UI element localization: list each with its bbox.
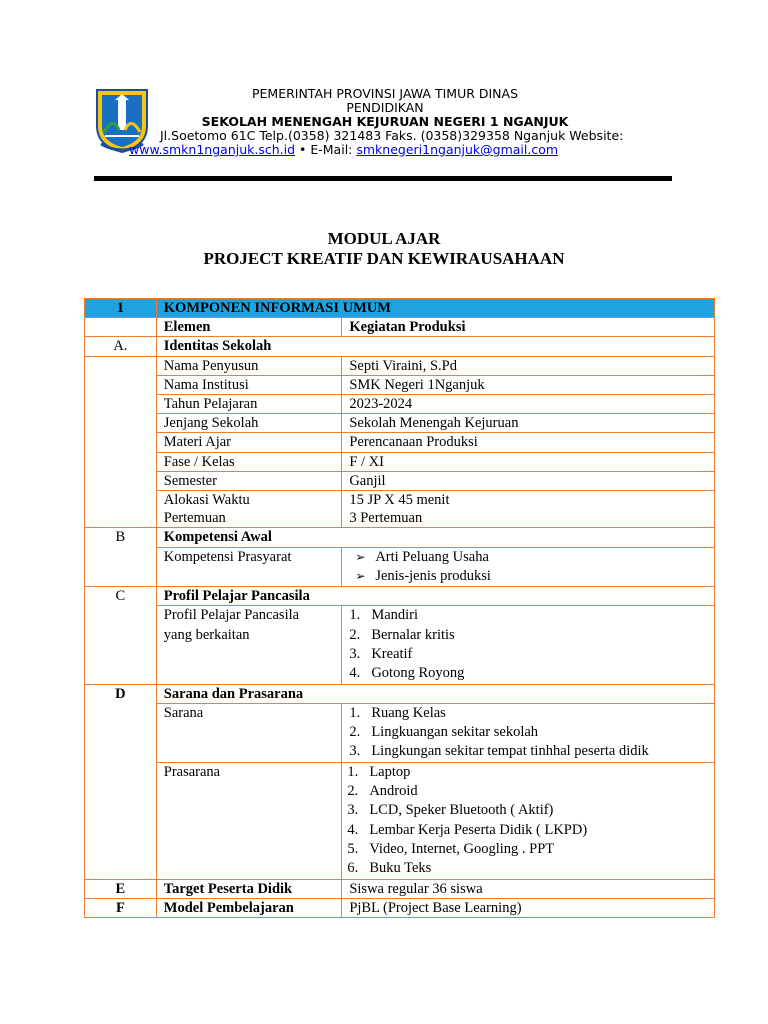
row-key: Pertemuan <box>156 509 342 528</box>
row-value-list <box>342 606 715 684</box>
section-b-row <box>85 528 715 547</box>
column-elemen: Elemen <box>156 318 342 337</box>
row-key: Kompetensi Prasyarat <box>156 547 342 587</box>
table-row <box>85 356 715 375</box>
row-value: 3 Pertemuan <box>342 509 715 528</box>
list-item: 1. Mandiri <box>349 607 419 624</box>
row-key: Nama Penyusun <box>156 356 342 375</box>
list-item: 4. Lembar Kerja Peserta Didik ( LKPD) <box>347 821 588 838</box>
table-row <box>85 471 715 490</box>
section-d-row <box>85 684 715 703</box>
list-item: ➢ Jenis-jenis produksi <box>349 567 707 586</box>
document-title: MODUL AJAR <box>327 229 441 248</box>
row-value: F / XI <box>342 452 715 471</box>
row-value: SMK Negeri 1Nganjuk <box>342 375 715 394</box>
section-title: Kompetensi Awal <box>156 528 714 547</box>
header-label: KOMPONEN INFORMASI UMUM <box>156 299 714 318</box>
header-contact-line <box>129 142 558 157</box>
section-f-row <box>85 898 715 917</box>
table-row <box>85 703 715 762</box>
header-divider <box>94 176 672 181</box>
list-item: 1. Laptop <box>347 763 411 780</box>
row-key: Jenjang Sekolah <box>156 414 342 433</box>
row-value: 2023-2024 <box>342 395 715 414</box>
table-row <box>85 547 715 587</box>
section-code: E <box>85 879 157 898</box>
list-item: 3. Lingkungan sekitar tempat tinhhal peserta didik <box>349 743 649 760</box>
section-code: D <box>85 684 157 879</box>
row-key: Tahun Pelajaran <box>156 395 342 414</box>
section-c-row <box>85 587 715 606</box>
row-key: Nama Institusi <box>156 375 342 394</box>
row-key: Sarana <box>156 703 342 762</box>
arrow-bullet-icon: ➢ <box>355 549 366 564</box>
row-value-list <box>342 703 715 762</box>
row-key: Profil Pelajar Pancasila yang berkaitan <box>156 606 342 684</box>
email-link[interactable]: smknegeri1nganjuk@gmail.com <box>356 142 559 157</box>
row-value-list <box>342 547 715 587</box>
info-table <box>84 298 715 918</box>
list-item: 2. Bernalar kritis <box>349 626 455 643</box>
header-department-line: PENDIDIKAN <box>346 100 424 115</box>
website-link[interactable]: www.smkn1nganjuk.sch.id <box>129 142 296 157</box>
column-header-row <box>85 318 715 337</box>
row-value: Perencanaan Produksi <box>342 433 715 452</box>
row-value: PjBL (Project Base Learning) <box>342 898 715 917</box>
row-key: Fase / Kelas <box>156 452 342 471</box>
section-a-row <box>85 337 715 356</box>
row-value: 15 JP X 45 menit <box>342 491 715 510</box>
section-code: F <box>85 898 157 917</box>
table-row <box>85 509 715 528</box>
list-item: 3. Kreatif <box>349 646 413 663</box>
row-key: Alokasi Waktu <box>156 491 342 510</box>
section-code: B <box>85 528 157 587</box>
section-code: A. <box>85 337 157 356</box>
row-key: Semester <box>156 471 342 490</box>
section-title: Profil Pelajar Pancasila <box>156 587 714 606</box>
row-key: Prasarana <box>156 762 342 879</box>
table-row <box>85 491 715 510</box>
list-item: 4. Gotong Royong <box>349 665 465 682</box>
table-row <box>85 395 715 414</box>
document-subtitle: PROJECT KREATIF DAN KEWIRAUSAHAAN <box>203 249 565 268</box>
row-value: Ganjil <box>342 471 715 490</box>
header-number: 1 <box>85 299 157 318</box>
section-e-row <box>85 879 715 898</box>
header-school-name: SEKOLAH MENENGAH KEJURUAN NEGERI 1 NGANJUK <box>201 114 569 129</box>
list-item: 6. Buku Teks <box>347 860 432 877</box>
letterhead <box>0 0 768 190</box>
list-item: 3. LCD, Speker Bluetooth ( Aktif) <box>347 802 554 819</box>
table-row <box>85 606 715 684</box>
section-title: Target Peserta Didik <box>156 879 342 898</box>
table-row <box>85 452 715 471</box>
section-title: Identitas Sekolah <box>156 337 714 356</box>
row-value-list <box>342 762 715 879</box>
email-separator: • E-Mail: <box>295 142 357 157</box>
header-address: Jl.Soetomo 61C Telp.(0358) 321483 Faks. (0358)329358 Nganjuk Website: <box>160 128 624 143</box>
table-row <box>85 433 715 452</box>
column-kegiatan: Kegiatan Produksi <box>342 318 715 337</box>
table-row <box>85 414 715 433</box>
header-government-line: PEMERINTAH PROVINSI JAWA TIMUR DINAS <box>251 86 519 101</box>
table-row <box>85 375 715 394</box>
list-item: 5. Video, Internet, Googling . PPT <box>347 840 555 857</box>
row-value: Siswa regular 36 siswa <box>342 879 715 898</box>
row-key: Materi Ajar <box>156 433 342 452</box>
section-code: C <box>85 587 157 684</box>
row-value: Septi Viraini, S.Pd <box>342 356 715 375</box>
list-item: 2. Lingkuangan sekitar sekolah <box>349 724 539 741</box>
list-item: 1. Ruang Kelas <box>349 704 446 721</box>
table-row <box>85 762 715 879</box>
row-value: Sekolah Menengah Kejuruan <box>342 414 715 433</box>
section-title: Sarana dan Prasarana <box>156 684 714 703</box>
list-item: ➢ Arti Peluang Usaha <box>349 548 707 567</box>
section-title: Model Pembelajaran <box>156 898 342 917</box>
list-item: 2. Android <box>347 783 418 800</box>
table-header-row <box>85 299 715 318</box>
arrow-bullet-icon: ➢ <box>355 568 366 583</box>
